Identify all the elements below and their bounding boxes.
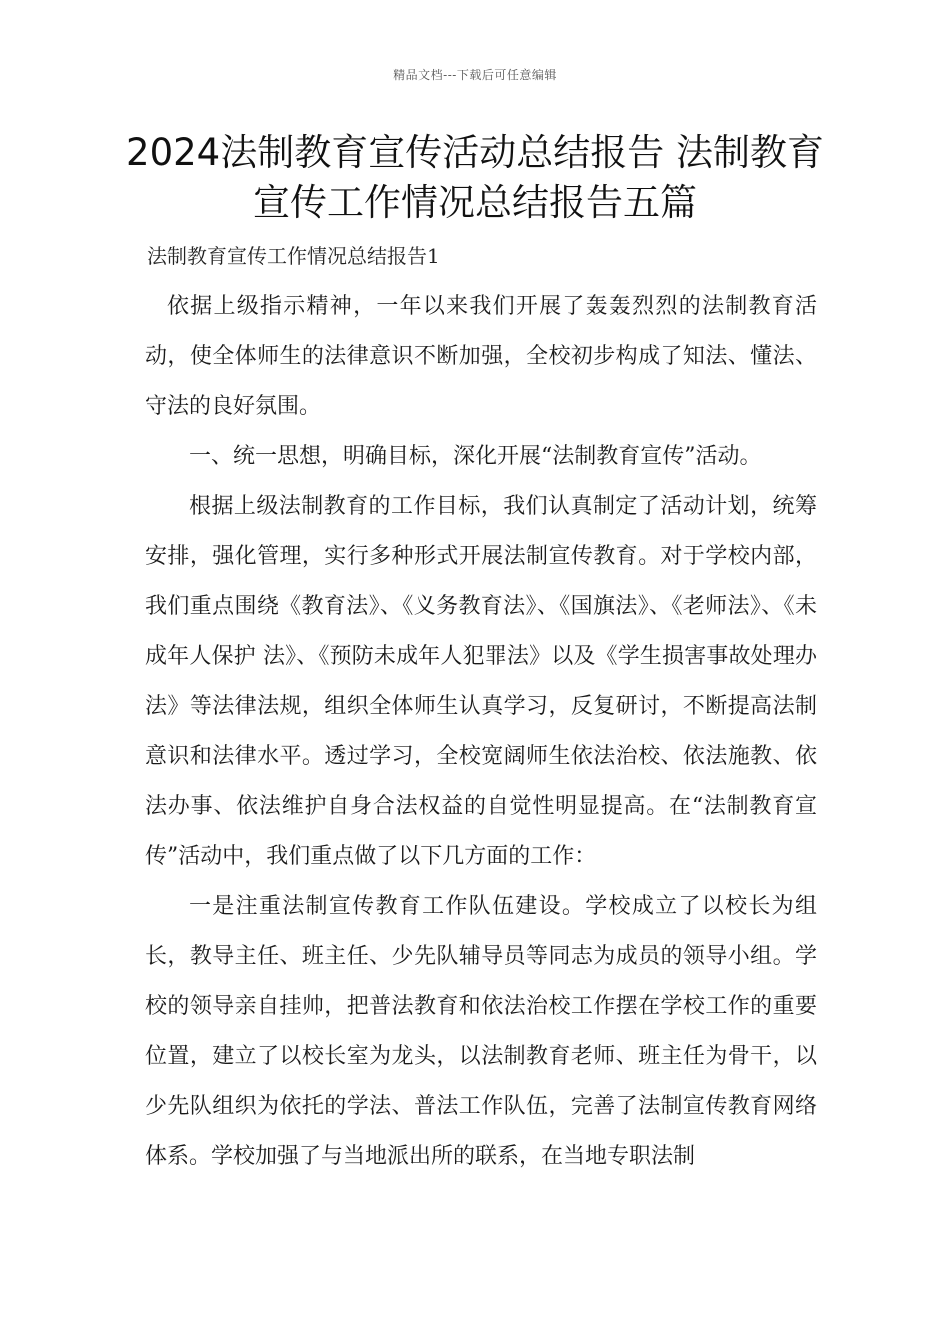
document-title: 2024法制教育宣传活动总结报告 法制教育宣传工作情况总结报告五篇: [126, 131, 824, 224]
paragraph-work-plan: 根据上级法制教育的工作目标，我们认真制定了活动计划，统筹安排，强化管理，实行多种形式开展法制宣传教育。对于学校内部，我们重点围绕《教育法》、《义务教育法》、《国旗法》、《老师法》、《未成年人保护 法》、《预防未成年人犯罪法》以及《学生损害事故处理办法》等法律法规，组织全体师生认真学习，反复研讨，不断提高法制意识和法律水平。透过学习，全校宽阔师生依法治校、依法施教、依法办事、依法维护自身合法权益的自觉性明显提高。在“法制教育宣传”活动中，我们重点做了以下几方面的工作：: [145, 494, 817, 869]
body-text: [145, 282, 817, 1182]
header-note: 精品文档---下载后可任意编辑: [393, 68, 557, 82]
paragraph-team-building: 一是注重法制宣传教育工作队伍建设。学校成立了以校长为组长，教导主任、班主任、少先队辅导员等同志为成员的领导小组。学校的领导亲自挂帅，把普法教育和依法治校工作摆在学校工作的重要位置，建立了以校长室为龙头，以法制教育老师、班主任为骨干，以少先队组织为依托的学法、普法工作队伍，完善了法制宣传教育网络体系。学校加强了与当地派出所的联系，在当地专职法制: [145, 894, 817, 1169]
section-subtitle: 法制教育宣传工作情况总结报告1: [147, 244, 440, 268]
paragraph-heading-one: 一、统一思想，明确目标，深化开展“法制教育宣传”活动。: [189, 444, 762, 469]
paragraph-intro: 依据上级指示精神，一年以来我们开展了轰轰烈烈的法制教育活动，使全体师生的法律意识不断加强，全校初步构成了知法、懂法、守法的良好氛围。: [145, 294, 817, 419]
